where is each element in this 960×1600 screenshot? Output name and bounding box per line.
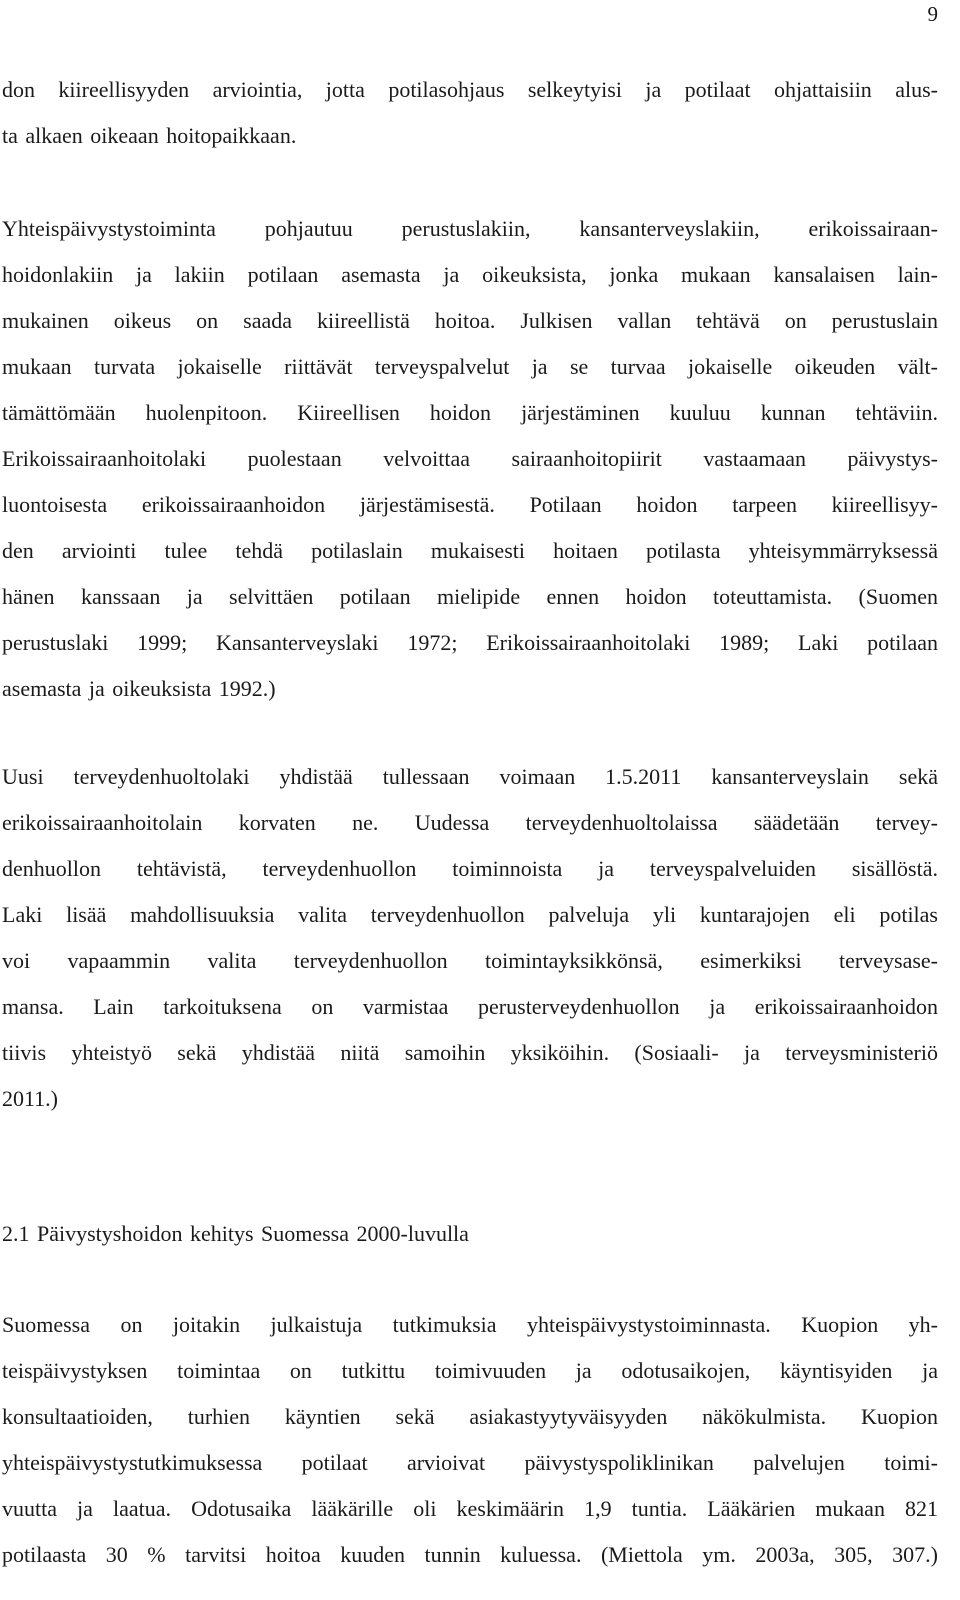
text-line: Suomessa on joitakin julkaistuja tutkimuksia yhteispäivystystoiminnasta. Kuopion yh-: [2, 1312, 938, 1337]
text-line: asemasta ja oikeuksista 1992.): [2, 676, 276, 701]
text-line: denhuollon tehtävistä, terveydenhuollon toiminnoista ja terveyspalveluiden sisällöstä.: [2, 856, 938, 881]
text-line: teispäivystyksen toimintaa on tutkittu toimivuuden ja odotusaikojen, käyntisyiden ja: [2, 1358, 938, 1383]
text-line: Uusi terveydenhuoltolaki yhdistää tullessaan voimaan 1.5.2011 kansanterveyslain sekä: [2, 764, 938, 789]
text-line: vuutta ja laatua. Odotusaika lääkärille oli keskimäärin 1,9 tuntia. Lääkärien mukaan 821: [2, 1496, 938, 1521]
text-line: potilaasta 30 % tarvitsi hoitoa kuuden tunnin kuluessa. (Miettola ym. 2003a, 305, 307.): [2, 1542, 938, 1567]
text-line: Erikoissairaanhoitolaki puolestaan velvoittaa sairaanhoitopiirit vastaamaan päivystys-: [2, 446, 938, 471]
text-line: mansa. Lain tarkoituksena on varmistaa perusterveydenhuollon ja erikoissairaanhoidon: [2, 994, 938, 1019]
page-number: 9: [927, 2, 938, 26]
text-line: konsultaatioiden, turhien käyntien sekä asiakastyytyväisyyden näkökulmista. Kuopion: [2, 1404, 938, 1429]
text-line: 2011.): [2, 1086, 59, 1111]
text-line: mukaan turvata jokaiselle riittävät terveyspalvelut ja se turvaa jokaiselle oikeuden vält-: [2, 354, 938, 379]
text-line: tämättömään huolenpitoon. Kiireellisen hoidon järjestäminen kuuluu kunnan tehtäviin.: [2, 400, 938, 425]
text-line: luontoisesta erikoissairaanhoidon järjestämisestä. Potilaan hoidon tarpeen kiireellisyy-: [2, 492, 938, 517]
text-line: perustuslaki 1999; Kansanterveyslaki 1972; Erikoissairaanhoitolaki 1989; Laki potilaan: [2, 630, 938, 655]
text-line: Yhteispäivystystoiminta pohjautuu perustuslakiin, kansanterveyslakiin, erikoissairaan-: [2, 216, 938, 241]
text-line: erikoissairaanhoitolain korvaten ne. Uudessa terveydenhuoltolaissa säädetään tervey-: [2, 810, 938, 835]
text-line: ta alkaen oikeaan hoitopaikkaan.: [2, 123, 297, 148]
text-line: yhteispäivystystutkimuksessa potilaat arvioivat päivystyspoliklinikan palvelujen toimi-: [2, 1450, 938, 1475]
section-heading: 2.1 Päivystyshoidon kehitys Suomessa 2000-luvulla: [2, 1221, 469, 1246]
text-line: hänen kanssaan ja selvittäen potilaan mielipide ennen hoidon toteuttamista. (Suomen: [2, 584, 938, 609]
text-line: tiivis yhteistyö sekä yhdistää niitä samoihin yksiköihin. (Sosiaali- ja terveysministeriö: [2, 1040, 938, 1065]
text-line: voi vapaammin valita terveydenhuollon toimintayksikkönsä, esimerkiksi terveysase-: [2, 948, 938, 973]
text-line: den arviointi tulee tehdä potilaslain mukaisesti hoitaen potilasta yhteisymmärryksessä: [2, 538, 938, 563]
text-line: hoidonlakiin ja lakiin potilaan asemasta ja oikeuksista, jonka mukaan kansalaisen lain-: [2, 262, 938, 287]
text-line: Laki lisää mahdollisuuksia valita terveydenhuollon palveluja yli kuntarajojen eli potilas: [2, 902, 938, 927]
text-line: mukainen oikeus on saada kiireellistä hoitoa. Julkisen vallan tehtävä on perustuslain: [2, 308, 938, 333]
text-line: don kiireellisyyden arviointia, jotta potilasohjaus selkeytyisi ja potilaat ohjattaisiin alus-: [2, 77, 938, 102]
